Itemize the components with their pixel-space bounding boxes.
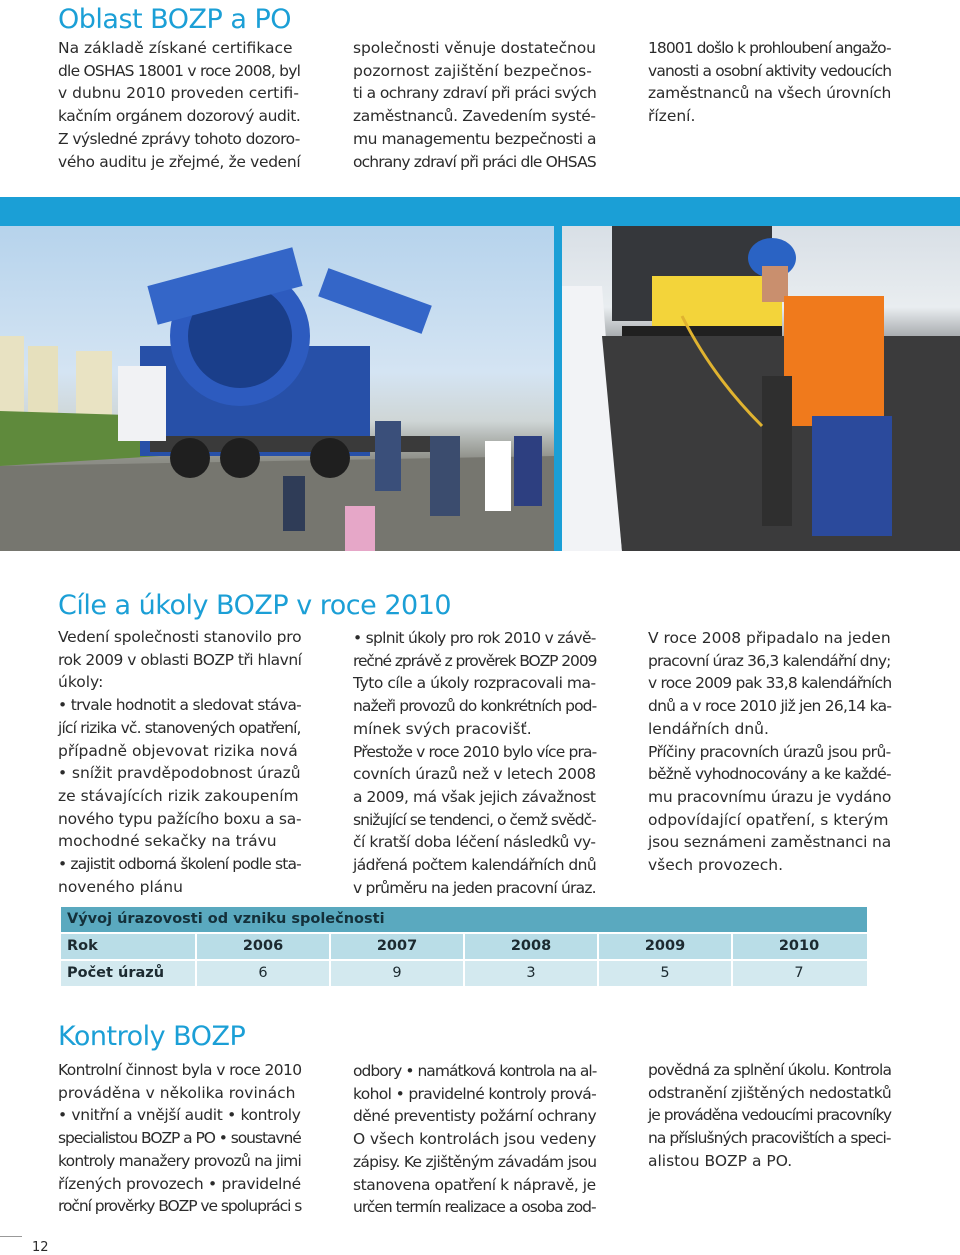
text-line: lendářních dnů. bbox=[648, 719, 769, 738]
injury-table-count: 3 bbox=[463, 961, 597, 986]
text-line: zaměstnanců. Zavedením systé- bbox=[353, 107, 596, 126]
text-line: • splnit úkoly pro rok 2010 v závě- bbox=[353, 629, 596, 647]
text-line: případně objevovat rizika nová bbox=[58, 741, 298, 760]
photo-sewer-truck bbox=[0, 226, 554, 551]
text-line: • trvale hodnotit a sledovat stáva- bbox=[58, 696, 302, 715]
text-line: v průměru na jeden pracovní úraz. bbox=[353, 878, 596, 897]
text-line: všech provozech. bbox=[648, 856, 784, 875]
text-line: povědná za splnění úkolu. Kontrola bbox=[648, 1061, 892, 1079]
text-line: kačním orgánem dozorový audit. bbox=[58, 107, 301, 126]
text-line: covních úrazů než v letech 2008 bbox=[353, 765, 596, 784]
section-title-kontroly: Kontroly BOZP bbox=[58, 1021, 246, 1052]
text-line: jsou seznámeni zaměstnanci na bbox=[648, 833, 892, 852]
text-line: děné preventisty požární ochrany bbox=[353, 1107, 597, 1126]
photo-band bbox=[0, 197, 960, 551]
text-line: vanosti a osobní aktivity vedoucích bbox=[648, 61, 892, 80]
injury-table-label-count: Počet úrazů bbox=[67, 965, 165, 981]
photo-sewer-truck-illustration bbox=[0, 226, 554, 551]
text-line: Přestože v roce 2010 bylo více pra- bbox=[353, 742, 597, 761]
text-line: je prováděna vedoucími pracovníky bbox=[648, 1106, 892, 1125]
text-line: úkoly: bbox=[58, 673, 104, 692]
text-line: pracovní úraz 36,3 kalendářní dny; bbox=[648, 651, 891, 670]
section1-column-1 bbox=[58, 37, 300, 173]
text-line: řízení. bbox=[648, 107, 696, 126]
text-line: jící rizika vč. stanovených opatření, bbox=[58, 718, 301, 737]
text-line: jádřená počtem kalendářních dnů bbox=[353, 856, 597, 875]
text-line: stanovena opatření k nápravě, je bbox=[353, 1175, 596, 1194]
text-line: nového typu pažícího boxu a sa- bbox=[58, 809, 302, 828]
text-line: kohol • pravidelné kontroly prová- bbox=[353, 1084, 597, 1103]
text-line: ti a ochrany zdraví při práci svých bbox=[353, 84, 597, 103]
injury-table-count: 5 bbox=[597, 961, 731, 986]
text-line: mínek svých pracovišť. bbox=[353, 719, 532, 738]
injury-table-label-year: Rok bbox=[67, 938, 98, 954]
injury-table-count: 7 bbox=[731, 961, 865, 986]
section3-column-3 bbox=[648, 1059, 891, 1173]
section2-column-2 bbox=[353, 627, 596, 899]
injury-table-row-count bbox=[61, 961, 867, 986]
section3-column-1 bbox=[58, 1059, 301, 1218]
text-line: ze stávajících rizik zakoupením bbox=[58, 786, 299, 805]
injury-table-count: 6 bbox=[195, 961, 329, 986]
section3-column-2 bbox=[353, 1060, 596, 1219]
text-line: Z výsledné zprávy tohoto dozoro- bbox=[58, 129, 300, 148]
text-line: V roce 2008 připadalo na jeden bbox=[648, 629, 891, 647]
text-line: řízených provozech • pravidelné bbox=[58, 1174, 301, 1193]
text-line: mu pracovnímu úrazu je vydáno bbox=[648, 787, 892, 806]
text-line: Na základě získané certifikace bbox=[58, 39, 293, 57]
text-line: Příčiny pracovních úrazů jsou prů- bbox=[648, 742, 891, 761]
section-title-bozp-po: Oblast BOZP a PO bbox=[58, 4, 291, 35]
text-line: zaměstnanců na všech úrovních bbox=[648, 84, 892, 103]
section2-column-3 bbox=[648, 627, 891, 877]
text-line: pozornost zajištění bezpečnos- bbox=[353, 61, 592, 80]
text-line: • zajistit odborná školení podle sta- bbox=[58, 855, 301, 874]
photo-road-worker-illustration bbox=[562, 226, 960, 551]
text-line: alistou BOZP a PO. bbox=[648, 1151, 793, 1170]
text-line: mu managementu bezpečnosti a bbox=[353, 129, 597, 148]
text-line: • vnitřní a vnější audit • kontroly bbox=[58, 1106, 301, 1125]
text-line: odstranění zjištěných nedostatků bbox=[648, 1083, 892, 1102]
text-line: určen termín realizace a osoba zod- bbox=[353, 1198, 596, 1217]
text-line: • snížit pravděpodobnost úrazů bbox=[58, 764, 301, 783]
injury-table-count: 9 bbox=[329, 961, 463, 986]
photo-road-worker bbox=[562, 226, 960, 551]
text-line: specialistou BOZP a PO • soustavné bbox=[58, 1129, 301, 1148]
text-line: čí kratší doba léčení následků vy- bbox=[353, 833, 596, 852]
page-number: 12 bbox=[32, 1240, 49, 1255]
text-line: kontroly manažery provozů na jimi bbox=[58, 1151, 301, 1170]
injury-table bbox=[61, 907, 867, 986]
injury-table-year: 2007 bbox=[329, 934, 463, 959]
text-line: společnosti věnuje dostatečnou bbox=[353, 39, 596, 57]
text-line: 18001 došlo k prohloubení angažo- bbox=[648, 39, 891, 57]
section1-column-2 bbox=[353, 37, 596, 173]
text-line: O všech kontrolách jsou vedeny bbox=[353, 1130, 597, 1149]
text-line: roční prověrky BOZP ve spolupráci s bbox=[58, 1197, 302, 1216]
text-line: dle OSHAS 18001 v roce 2008, byl bbox=[58, 61, 301, 80]
section1-column-3 bbox=[648, 37, 891, 128]
text-line: rečné zprávě z prověrek BOZP 2009 bbox=[353, 651, 597, 670]
text-line: odbory • namátková kontrola na al- bbox=[353, 1062, 597, 1080]
text-line: ochrany zdraví při práci dle OHSAS bbox=[353, 152, 596, 171]
text-line: v dubnu 2010 proveden certifi- bbox=[58, 84, 299, 103]
text-line: mochodné sekačky na trávu bbox=[58, 832, 277, 851]
text-line: rok 2009 v oblasti BOZP tři hlavní bbox=[58, 650, 302, 669]
text-line: Tyto cíle a úkoly rozpracovali ma- bbox=[353, 674, 596, 693]
text-line: Kontrolní činnost byla v roce 2010 bbox=[58, 1061, 302, 1079]
section2-column-1 bbox=[58, 626, 301, 898]
injury-table-row-year bbox=[61, 934, 867, 959]
text-line: běžně vyhodnocovány a ke každé- bbox=[648, 765, 891, 784]
text-line: dnů a v roce 2010 již jen 26,14 ka- bbox=[648, 697, 892, 716]
text-line: a 2009, má však jejich závažnost bbox=[353, 787, 596, 806]
section-title-cile-ukoly: Cíle a úkoly BOZP v roce 2010 bbox=[58, 590, 452, 621]
text-line: na příslušných pracovištích a speci- bbox=[648, 1129, 891, 1148]
injury-table-year: 2009 bbox=[597, 934, 731, 959]
page-corner-mark bbox=[0, 1236, 22, 1237]
text-line: zápisy. Ke zjištěným závadám jsou bbox=[353, 1152, 597, 1171]
text-line: v roce 2009 pak 33,8 kalendářních bbox=[648, 674, 892, 693]
text-line: Vedení společnosti stanovilo pro bbox=[58, 628, 302, 646]
injury-table-title: Vývoj úrazovosti od vzniku společnosti bbox=[61, 907, 867, 932]
text-line: odpovídající opatření, s kterým bbox=[648, 810, 889, 829]
text-line: vého auditu je zřejmé, že vedení bbox=[58, 152, 301, 171]
injury-table-year: 2008 bbox=[463, 934, 597, 959]
text-line: noveného plánu bbox=[58, 877, 183, 896]
injury-table-year: 2006 bbox=[195, 934, 329, 959]
text-line: nažeři provozů do konkrétních pod- bbox=[353, 697, 597, 716]
injury-table-year: 2010 bbox=[731, 934, 865, 959]
text-line: snižující se tendenci, o čemž svědč- bbox=[353, 810, 596, 829]
text-line: prováděna v několika rovinách bbox=[58, 1083, 296, 1102]
